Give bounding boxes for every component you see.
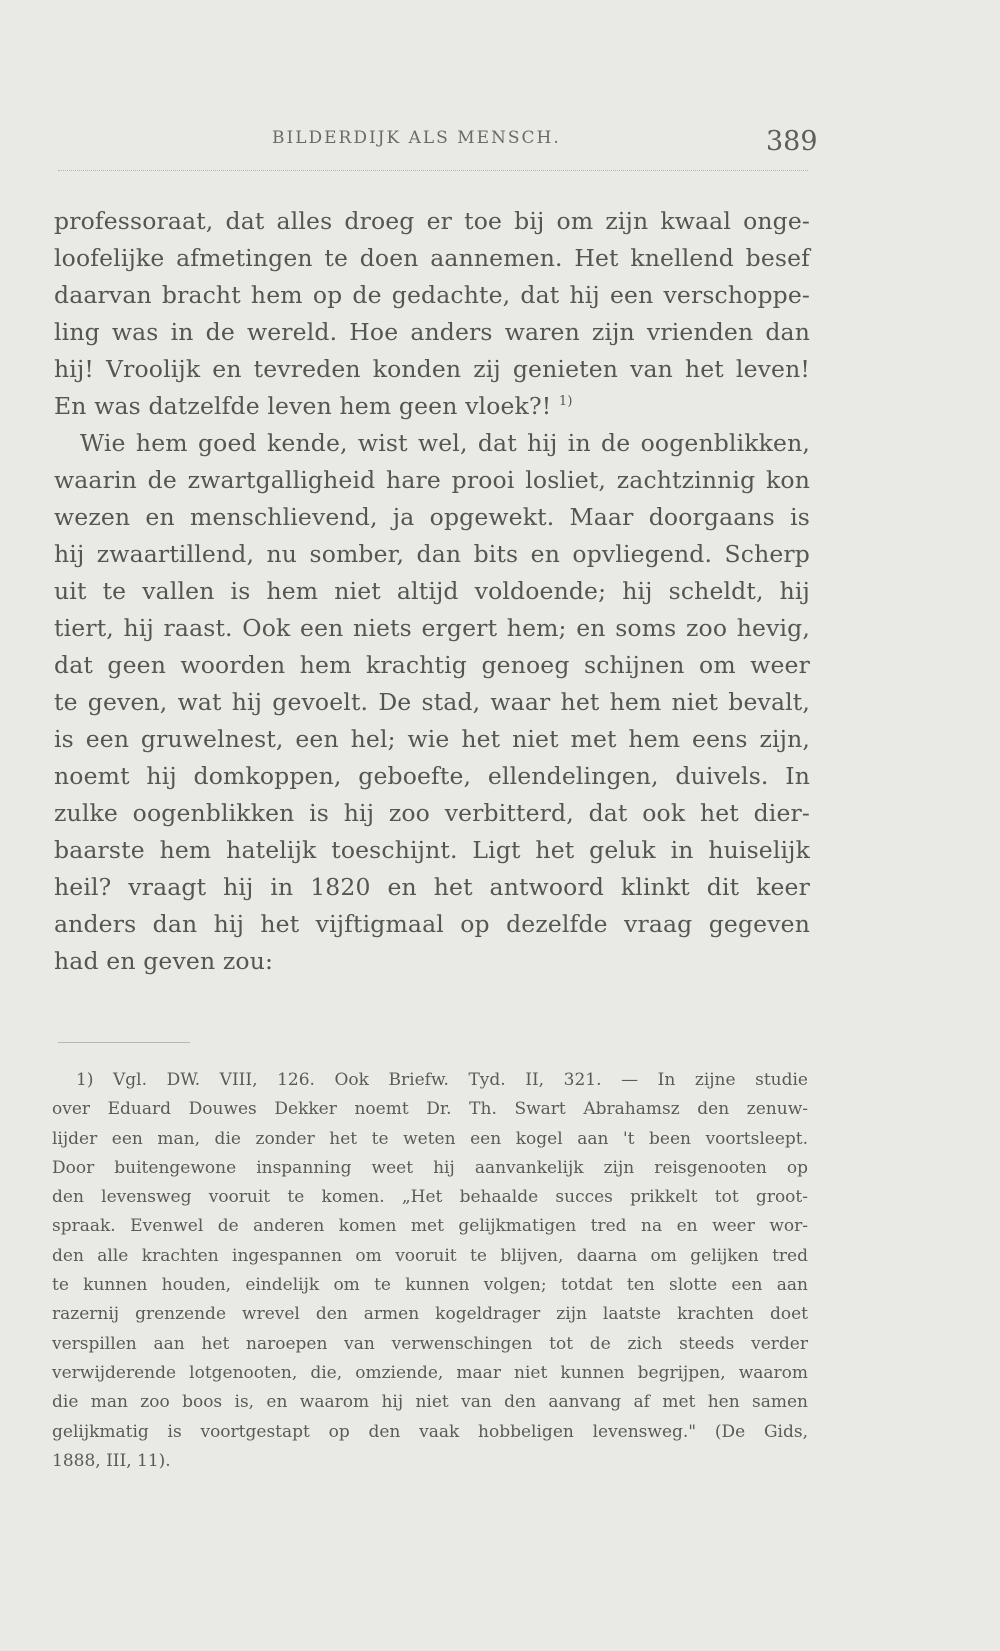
body-line: hij zwaartillend, nu somber, dan bits en opvliegend. Scherp (54, 540, 810, 568)
footnote-line: 1) Vgl. DW. VIII, 126. Ook Briefw. Tyd. II, 321. — In zijne studie (76, 1070, 808, 1090)
body-line: wezen en menschlievend, ja opgewekt. Maar doorgaans is (54, 503, 810, 531)
footnote-line: Door buitengewone inspanning weet hij aanvankelijk zijn reisgenooten op (52, 1157, 808, 1178)
body-line: uit te vallen is hem niet altijd voldoende; hij scheldt, hij (54, 577, 810, 605)
footnote (52, 1066, 808, 1476)
body-line: anders dan hij het vijftigmaal op dezelfde vraag gegeven (54, 910, 810, 938)
body-line: noemt hij domkoppen, geboefte, ellendelingen, duivels. In (54, 762, 810, 790)
footnote-line: over Eduard Douwes Dekker noemt Dr. Th. Swart Abrahamsz den zenuw- (52, 1099, 808, 1120)
body-line: had en geven zou: (54, 947, 274, 975)
running-head: BILDERDIJK ALS MENSCH. (272, 128, 561, 148)
footnote-line: te kunnen houden, eindelijk om te kunnen volgen; totdat ten slotte een aan (52, 1275, 808, 1296)
body-line: dat geen woorden hem krachtig genoeg schijnen om weer (54, 651, 810, 679)
footnote-line: verwijderende lotgenooten, die, omziende, maar niet kunnen begrijpen, waarom (52, 1362, 808, 1383)
body-line: zulke oogenblikken is hij zoo verbitterd, dat ook het dier- (54, 799, 810, 827)
footnote-reference: 1) (558, 394, 573, 409)
footnote-line: gelijkmatig is voortgestapt op den vaak hobbeligen levensweg." (De Gids, (52, 1421, 808, 1442)
body-line: loofelijke afmetingen te doen aannemen. Het knellend besef (54, 244, 810, 272)
footnote-rule (58, 1042, 190, 1043)
body-line: waarin de zwartgalligheid hare prooi losliet, zachtzinnig kon (54, 466, 810, 494)
header-rule (58, 170, 808, 171)
body-text (54, 203, 810, 980)
body-line: ling was in de wereld. Hoe anders waren zijn vrienden dan (54, 318, 810, 346)
footnote-line: verspillen aan het naroepen van verwenschingen tot de zich steeds verder (52, 1333, 808, 1354)
footnote-line: die man zoo boos is, en waarom hij niet van den aanvang af met hen samen (52, 1392, 808, 1413)
body-line: Wie hem goed kende, wist wel, dat hij in de oogenblikken, (80, 429, 810, 457)
body-line: heil? vraagt hij in 1820 en het antwoord klinkt dit keer (54, 873, 810, 901)
body-line-text: En was datzelfde leven hem geen vloek?! (54, 392, 552, 420)
footnote-line: den levensweg vooruit te komen. „Het behaalde succes prikkelt tot groot- (52, 1187, 808, 1208)
body-line: is een gruwelnest, een hel; wie het niet met hem eens zijn, (54, 725, 810, 753)
footnote-line: lijder een man, die zonder het te weten een kogel aan 't been voortsleept. (52, 1128, 808, 1149)
footnote-line: razernij grenzende wrevel den armen kogeldrager zijn laatste krachten doet (52, 1304, 808, 1325)
footnote-line: spraak. Evenwel de anderen komen met gelijkmatigen tred na en weer wor- (52, 1216, 808, 1237)
body-line: tiert, hij raast. Ook een niets ergert hem; en soms zoo hevig, (54, 614, 810, 642)
page-number: 389 (766, 126, 818, 157)
body-line: professoraat, dat alles droeg er toe bij om zijn kwaal onge- (54, 207, 810, 235)
body-line: daarvan bracht hem op de gedachte, dat hij een verschoppe- (54, 281, 810, 309)
body-line (54, 388, 810, 425)
body-line: hij! Vroolijk en tevreden konden zij genieten van het leven! (54, 355, 810, 383)
footnote-line: den alle krachten ingespannen om vooruit te blijven, daarna om gelijken tred (52, 1245, 808, 1266)
body-line: te geven, wat hij gevoelt. De stad, waar het hem niet bevalt, (54, 688, 810, 716)
body-line: baarste hem hatelijk toeschijnt. Ligt het geluk in huiselijk (54, 836, 810, 864)
footnote-line: 1888, III, 11). (52, 1450, 171, 1471)
